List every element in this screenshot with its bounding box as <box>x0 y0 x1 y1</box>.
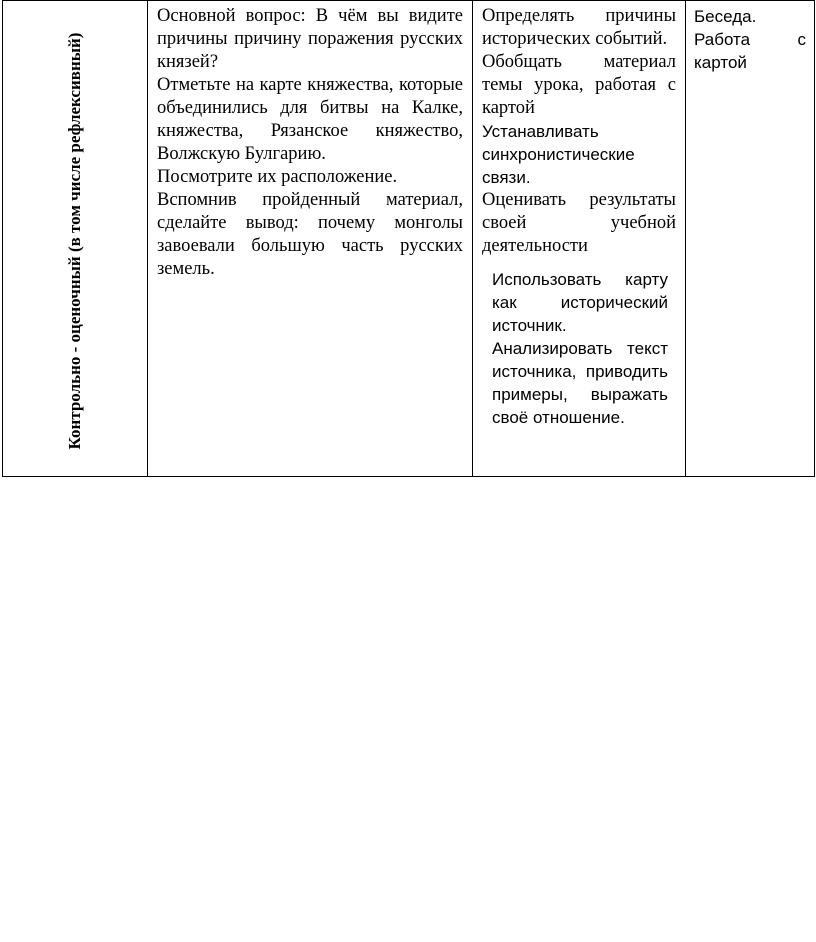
forms-line: Работа с картой <box>694 30 806 72</box>
outcome-item: Обобщать материал темы урока, работая с картой <box>482 52 676 118</box>
lesson-plan-table <box>2 0 815 477</box>
skills-block <box>492 268 668 429</box>
skill-item: Использовать карту как исторический источник. <box>492 270 668 335</box>
stage-label: Контрольно - оценочный (в том числе рефлексивный) <box>65 32 84 450</box>
stage-wrap <box>3 1 147 475</box>
outcome-item: Определять причины исторических событий. <box>482 6 676 49</box>
outcomes-cell <box>473 1 686 477</box>
task-remember-text: Посмотрите их расположение. <box>157 167 398 187</box>
stage-cell <box>3 1 148 477</box>
outcome-item: Устанавливать синхронистические связи. <box>482 122 635 187</box>
teacher-activity-cell <box>148 1 473 477</box>
task-map-text: Отметьте на карте княжества, которые объединились для битвы на Калке, княжества, Рязанское княжество, Волжскую Булгарию. <box>157 75 463 164</box>
main-question-text: Основной вопрос: В чём вы видите причины причину поражения русских князей? <box>157 6 463 72</box>
outcome-item: Оценивать результаты своей учебной деятельности <box>482 190 676 256</box>
table-row <box>3 1 815 477</box>
task-conclusion-text: Вспомнив пройденный материал, сделайте вывод: почему монголы завоевали большую часть русских земель. <box>157 190 463 279</box>
forms-cell <box>686 1 815 477</box>
forms-line: Беседа. <box>694 7 757 26</box>
skill-item: Анализировать текст источника, приводить примеры, выражать своё отношение. <box>492 339 668 427</box>
